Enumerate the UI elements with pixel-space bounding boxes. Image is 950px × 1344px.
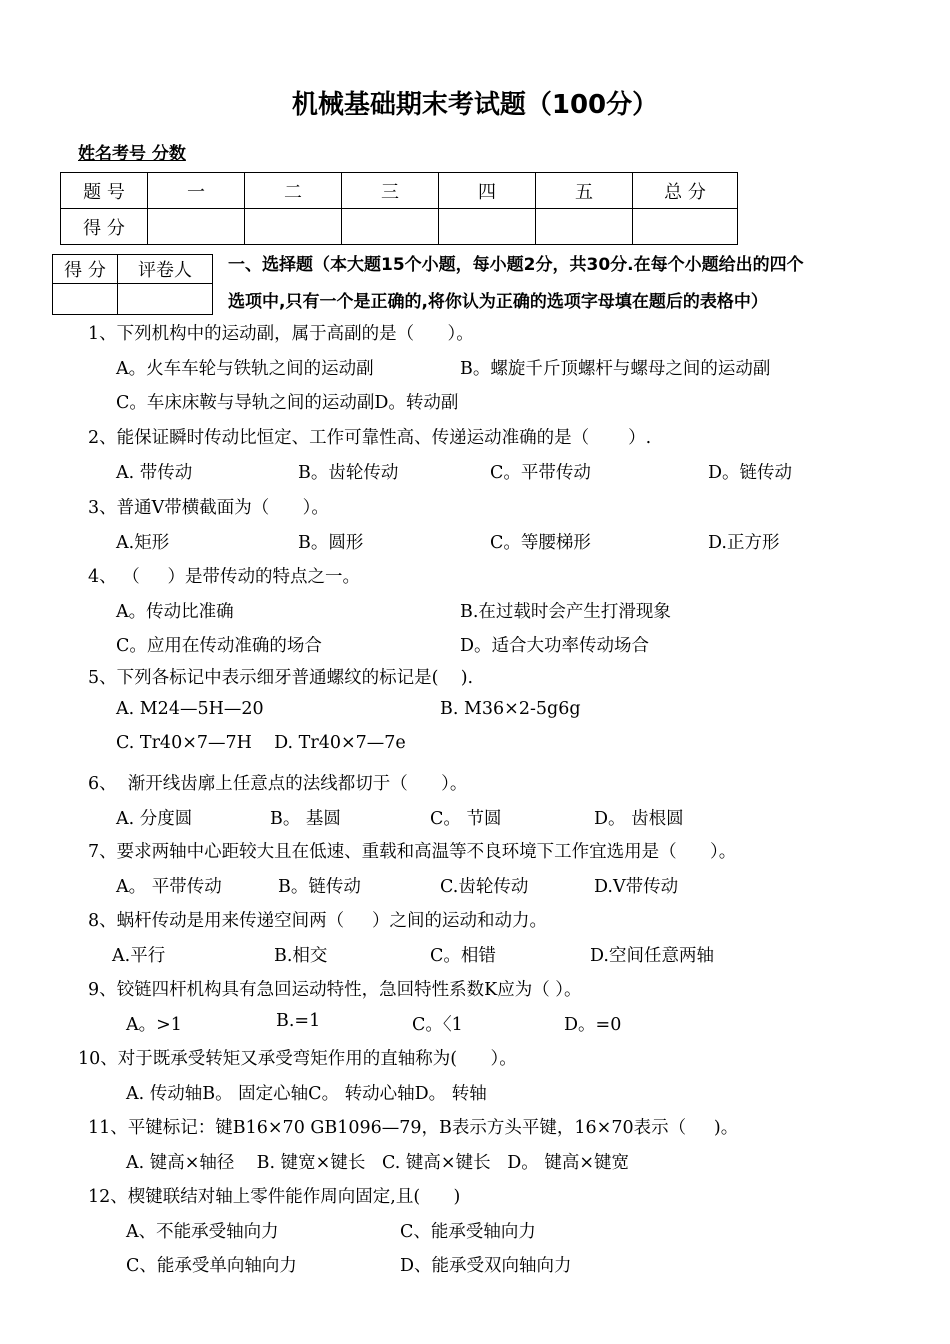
answer-option: C、能承受单向轴向力 — [126, 1256, 297, 1276]
answer-option: C。平带传动 — [490, 462, 591, 483]
grader-score-cell[interactable] — [53, 284, 118, 315]
answer-option: B.在过载时会产生打滑现象 — [460, 601, 671, 622]
answer-option: B。 基圆 — [270, 808, 341, 829]
grader-name-cell[interactable] — [118, 284, 213, 315]
score-header-cell: 五 — [536, 173, 633, 209]
section1-heading-line2: 选项中,只有一个是正确的,将你认为正确的选项字母填在题后的表格中） — [228, 292, 768, 312]
answer-option: B。链传动 — [278, 876, 361, 897]
answer-option: C。〈1 — [412, 1014, 463, 1035]
question-stem: 4、 （ ）是带传动的特点之一。 — [88, 567, 361, 587]
question-stem: 11、平键标记：键B16×70 GB1096—79，B表示方头平键，16×70表示（ )。 — [88, 1118, 739, 1138]
answer-option: C。车床床鞍与导轨之间的运动副D。转动副 — [116, 393, 459, 413]
question-stem: 3、普通V带横截面为（ ）。 — [88, 498, 329, 518]
score-cell[interactable] — [633, 209, 738, 245]
answer-option: B。齿轮传动 — [298, 462, 399, 483]
answer-option: C。相错 — [430, 945, 496, 966]
answer-option: D。适合大功率传动场合 — [460, 636, 650, 656]
answer-option: A。传动比准确 — [116, 601, 234, 622]
answer-option: C、能承受轴向力 — [400, 1221, 536, 1242]
question-stem: 5、下列各标记中表示细牙普通螺纹的标记是( ). — [88, 668, 474, 688]
score-cell[interactable] — [439, 209, 536, 245]
answer-option: C。 节圆 — [430, 808, 502, 829]
answer-option: C. Tr40×7—7H D. Tr40×7—7e — [116, 733, 406, 753]
answer-option: D.空间任意两轴 — [590, 945, 714, 966]
section1-heading-line1: 一、选择题（本大题15个小题，每小题2分，共30分.在每个小题给出的四个 — [228, 255, 804, 275]
score-header-cell: 题 号 — [61, 173, 148, 209]
answer-option: A. 分度圆 — [116, 808, 193, 829]
answer-option: A。火车车轮与铁轨之间的运动副 — [116, 358, 374, 379]
score-cell[interactable] — [536, 209, 633, 245]
answer-option: A. 传动轴B。 固定心轴C。 转动心轴D。 转轴 — [126, 1083, 487, 1104]
answer-option: A. M24—5H—20 — [116, 698, 264, 719]
answer-option: C.齿轮传动 — [440, 876, 529, 897]
exam-title: 机械基础期末考试题（100分） — [291, 90, 659, 120]
answer-option: B.=1 — [276, 1010, 321, 1031]
score-table-header-row — [61, 173, 738, 209]
answer-option: B。圆形 — [298, 532, 364, 553]
answer-option: D.V带传动 — [594, 876, 679, 897]
answer-option: B。螺旋千斤顶螺杆与螺母之间的运动副 — [460, 358, 771, 379]
answer-option: A. 带传动 — [116, 462, 193, 483]
question-stem: 9、铰链四杆机构具有急回运动特性，急回特性系数K应为（ ）。 — [88, 980, 582, 1000]
answer-option: C。等腰梯形 — [490, 532, 591, 553]
score-table-score-row — [61, 209, 738, 245]
answer-option: D、能承受双向轴向力 — [400, 1256, 572, 1276]
score-row-label: 得 分 — [61, 209, 148, 245]
question-stem: 2、能保证瞬时传动比恒定、工作可靠性高、传递运动准确的是（ ）. — [88, 428, 652, 448]
score-cell[interactable] — [342, 209, 439, 245]
score-header-cell: 三 — [342, 173, 439, 209]
grader-table — [52, 254, 213, 315]
answer-option: D。 齿根圆 — [594, 808, 684, 829]
answer-option: C。应用在传动准确的场合 — [116, 636, 322, 656]
score-header-cell: 一 — [148, 173, 245, 209]
score-header-cell: 四 — [439, 173, 536, 209]
answer-option: B.相交 — [274, 945, 328, 966]
question-stem: 1、下列机构中的运动副，属于高副的是（ ）。 — [88, 324, 474, 344]
question-stem: 7、要求两轴中心距较大且在低速、重载和高温等不良环境下工作宜选用是（ ）。 — [88, 842, 737, 862]
answer-option: A。>1 — [126, 1014, 182, 1035]
score-table — [60, 172, 738, 245]
answer-option: D。=0 — [564, 1014, 622, 1035]
score-cell[interactable] — [148, 209, 245, 245]
question-stem: 8、蜗杆传动是用来传递空间两（ ）之间的运动和动力。 — [88, 911, 547, 931]
student-info-line: 姓名考号 分数 — [78, 144, 186, 164]
answer-option: A. 键高×轴径 B. 键宽×键长 C. 键高×键长 D。 键高×键宽 — [126, 1152, 630, 1173]
answer-option: A。 平带传动 — [116, 876, 222, 897]
answer-option: A.矩形 — [116, 532, 170, 553]
question-stem: 6、 渐开线齿廓上任意点的法线都切于（ ）。 — [88, 774, 468, 794]
score-header-cell: 二 — [245, 173, 342, 209]
answer-option: B. M36×2-5g6g — [440, 698, 581, 719]
answer-option: A、不能承受轴向力 — [126, 1221, 279, 1242]
answer-option: D.正方形 — [708, 532, 780, 553]
question-stem: 12、楔键联结对轴上零件能作周向固定,且( ) — [88, 1187, 461, 1207]
answer-option: A.平行 — [112, 945, 166, 966]
grader-score-label: 得 分 — [53, 255, 118, 284]
score-header-cell: 总 分 — [633, 173, 738, 209]
score-cell[interactable] — [245, 209, 342, 245]
grader-name-label: 评卷人 — [118, 255, 213, 284]
question-stem: 10、对于既承受转矩又承受弯矩作用的直轴称为( ）。 — [78, 1049, 517, 1069]
answer-option: D。链传动 — [708, 462, 793, 483]
